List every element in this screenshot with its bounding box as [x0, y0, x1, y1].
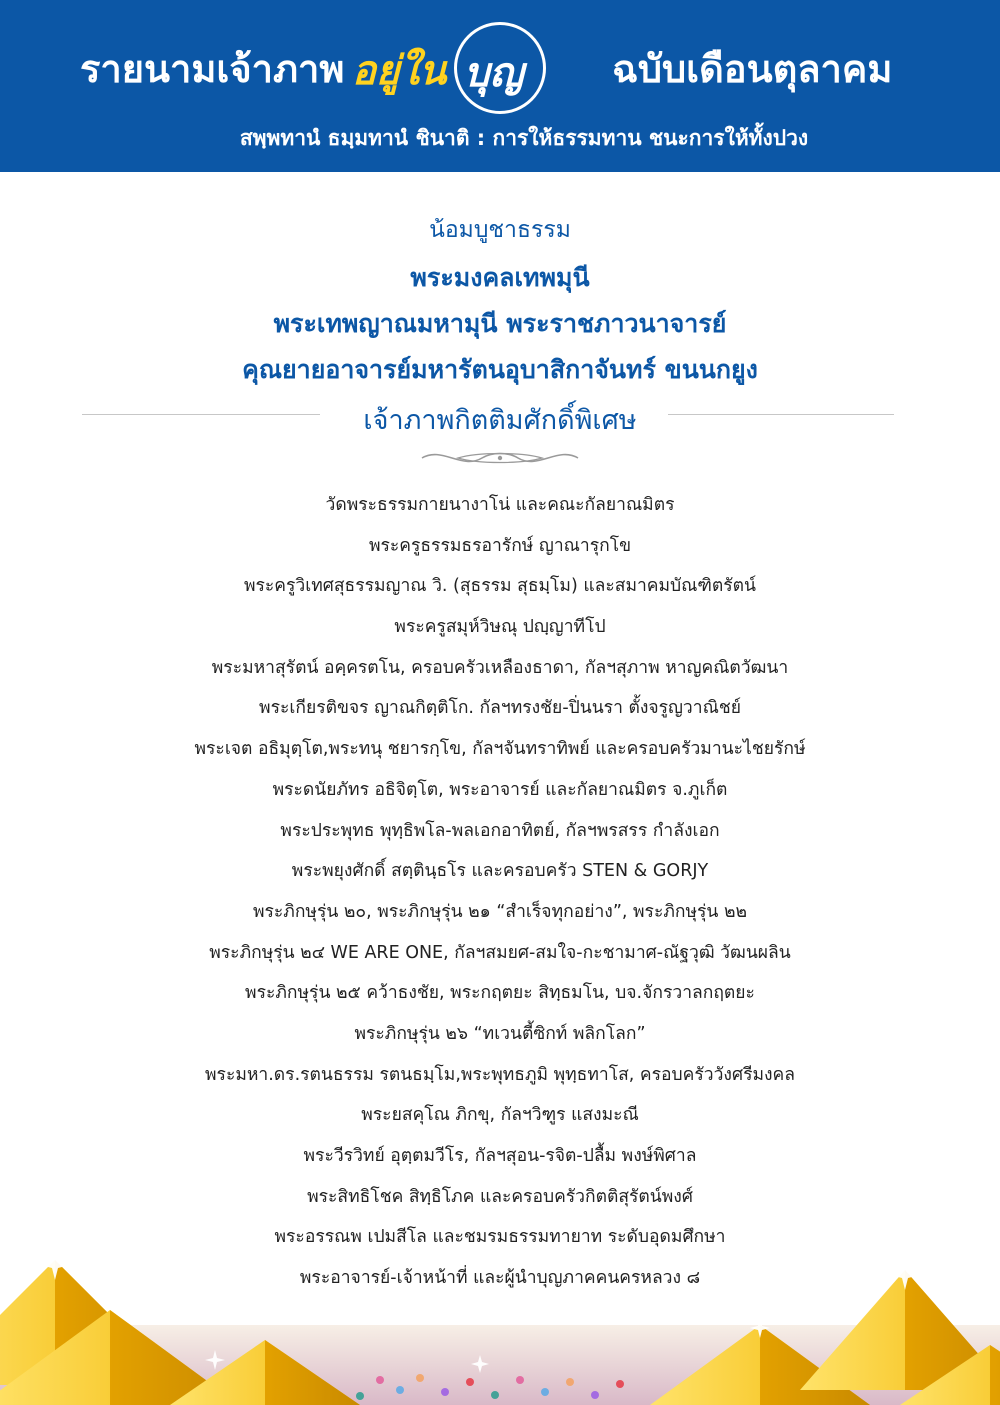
golden-pagodas-illustration — [0, 1150, 1000, 1405]
donor-name-line: พระยสคุโณ ภิกขุ, กัลฯวิฑูร แสงมะณี — [361, 1105, 639, 1126]
donor-name-line: พระมหา.ดร.รตนธรรม รตนธมฺโม,พระพุทธภูมิ พุทฺธทาโส, ครอบครัววังศรีมงคล — [205, 1064, 795, 1085]
donor-name-line: วัดพระธรรมกายนางาโน่ และคณะกัลยาณมิตร — [325, 495, 675, 515]
donor-name-line: พระอรรณพ เปมสีโล และชมรมธรรมทายาท ระดับอุดมศึกษา — [274, 1227, 726, 1248]
donor-name-line: พระครูธรรมธรอารักษ์ ญาณารุกโข — [368, 535, 632, 556]
donor-name-line: พระเกียรติขจร ญาณกิตฺติโก. กัลฯทรงชัย-ปิ่นนรา ตั้งจรูญวาณิชย์ — [259, 698, 741, 719]
donor-name-line: พระพยุงศักดิ์ สตฺตินฺธโร และครอบครัว STEN & GORJY — [291, 861, 709, 882]
dedication-name-3: คุณยายอาจารย์มหารัตนอุบาสิกาจันทร์ ขนนกยูง — [242, 355, 758, 384]
dedication-intro: น้อมบูชาธรรม — [429, 217, 571, 243]
donor-name-line: พระภิกษุรุ่น ๒๖ “ทเวนตี้ซิกท์ พลิกโลก” — [354, 1023, 646, 1044]
donor-name-line: พระมหาสุรัตน์ อคฺครตโน, ครอบครัวเหลืองธาดา, กัลฯสุภาพ หาญคณิตวัฒนา — [211, 657, 789, 678]
donor-name-line: พระสิทธิโชค สิทฺธิโภค และครอบครัวกิตติสุรัตน์พงศ์ — [307, 1186, 693, 1207]
donor-name-line: พระภิกษุรุ่น ๒๕ คว้าธงชัย, พระกฤตยะ สิทฺธมโน, บจ.จักรวาลกฤตยะ — [245, 983, 755, 1004]
header-title-right: ฉบับเดือนตุลาคม — [612, 47, 893, 91]
dedication-name-2: พระเทพญาณมหามุนี พระราชภาวนาจารย์ — [273, 309, 727, 338]
dedication-name-1: พระมงคลเทพมุนี — [410, 263, 590, 292]
donor-name-line: พระครูสมุห์วิษณุ ปญฺญาทีโป — [394, 617, 606, 638]
logo-word-1: อยู่ใน — [352, 47, 447, 94]
header-subtitle: สพฺพทานํ ธมฺมทานํ ชินาติ : การให้ธรรมทาน ชนะการให้ทั้งปวง — [239, 126, 809, 150]
donor-name-line: พระอาจารย์-เจ้าหน้าที่ และผู้นำบุญภาคคนครหลวง ๘ — [299, 1268, 701, 1289]
magazine-logo — [352, 22, 588, 118]
donor-name-line: พระภิกษุรุ่น ๒๔ WE ARE ONE, กัลฯสมยศ-สมใจ-กะชามาศ-ณัฐวุฒิ วัฒนผลิน — [209, 942, 791, 963]
donor-name-line: พระครูวิเทศสุธรรมญาณ วิ. (สุธรรม สุธมฺโม) และสมาคมบัณฑิตรัตน์ — [243, 576, 757, 597]
donor-name-line: พระเจต อธิมุตฺโต,พระทนุ ชยารกฺโข, กัลฯจันทราทิพย์ และครอบครัวมานะไชยรักษ์ — [194, 739, 806, 760]
donor-name-line: พระดนัยภัทร อธิจิตฺโต, พระอาจารย์ และกัลยาณมิตร จ.ภูเก็ต — [272, 779, 728, 800]
donor-name-line: พระภิกษุรุ่น ๒๐, พระภิกษุรุ่น ๒๑ “สำเร็จทุกอย่าง”, พระภิกษุรุ่น ๒๒ — [252, 901, 748, 922]
header-banner — [0, 0, 1000, 172]
logo-word-2: บุญ — [464, 49, 524, 96]
donor-name-line: พระวีรวิทย์ อุตฺตมวีโร, กัลฯสุอน-รจิต-ปลื้ม พงษ์พิศาล — [303, 1146, 697, 1166]
donor-name-line: พระประพุทธ พุทฺธิพโล-พลเอกอาทิตย์, กัลฯพรสรร กำลังเอก — [280, 820, 720, 841]
flourish-ornament-icon — [418, 448, 582, 468]
section-heading: เจ้าภาพกิตติมศักดิ์พิเศษ — [363, 405, 637, 436]
header-title-left: รายนามเจ้าภาพ — [80, 47, 345, 91]
